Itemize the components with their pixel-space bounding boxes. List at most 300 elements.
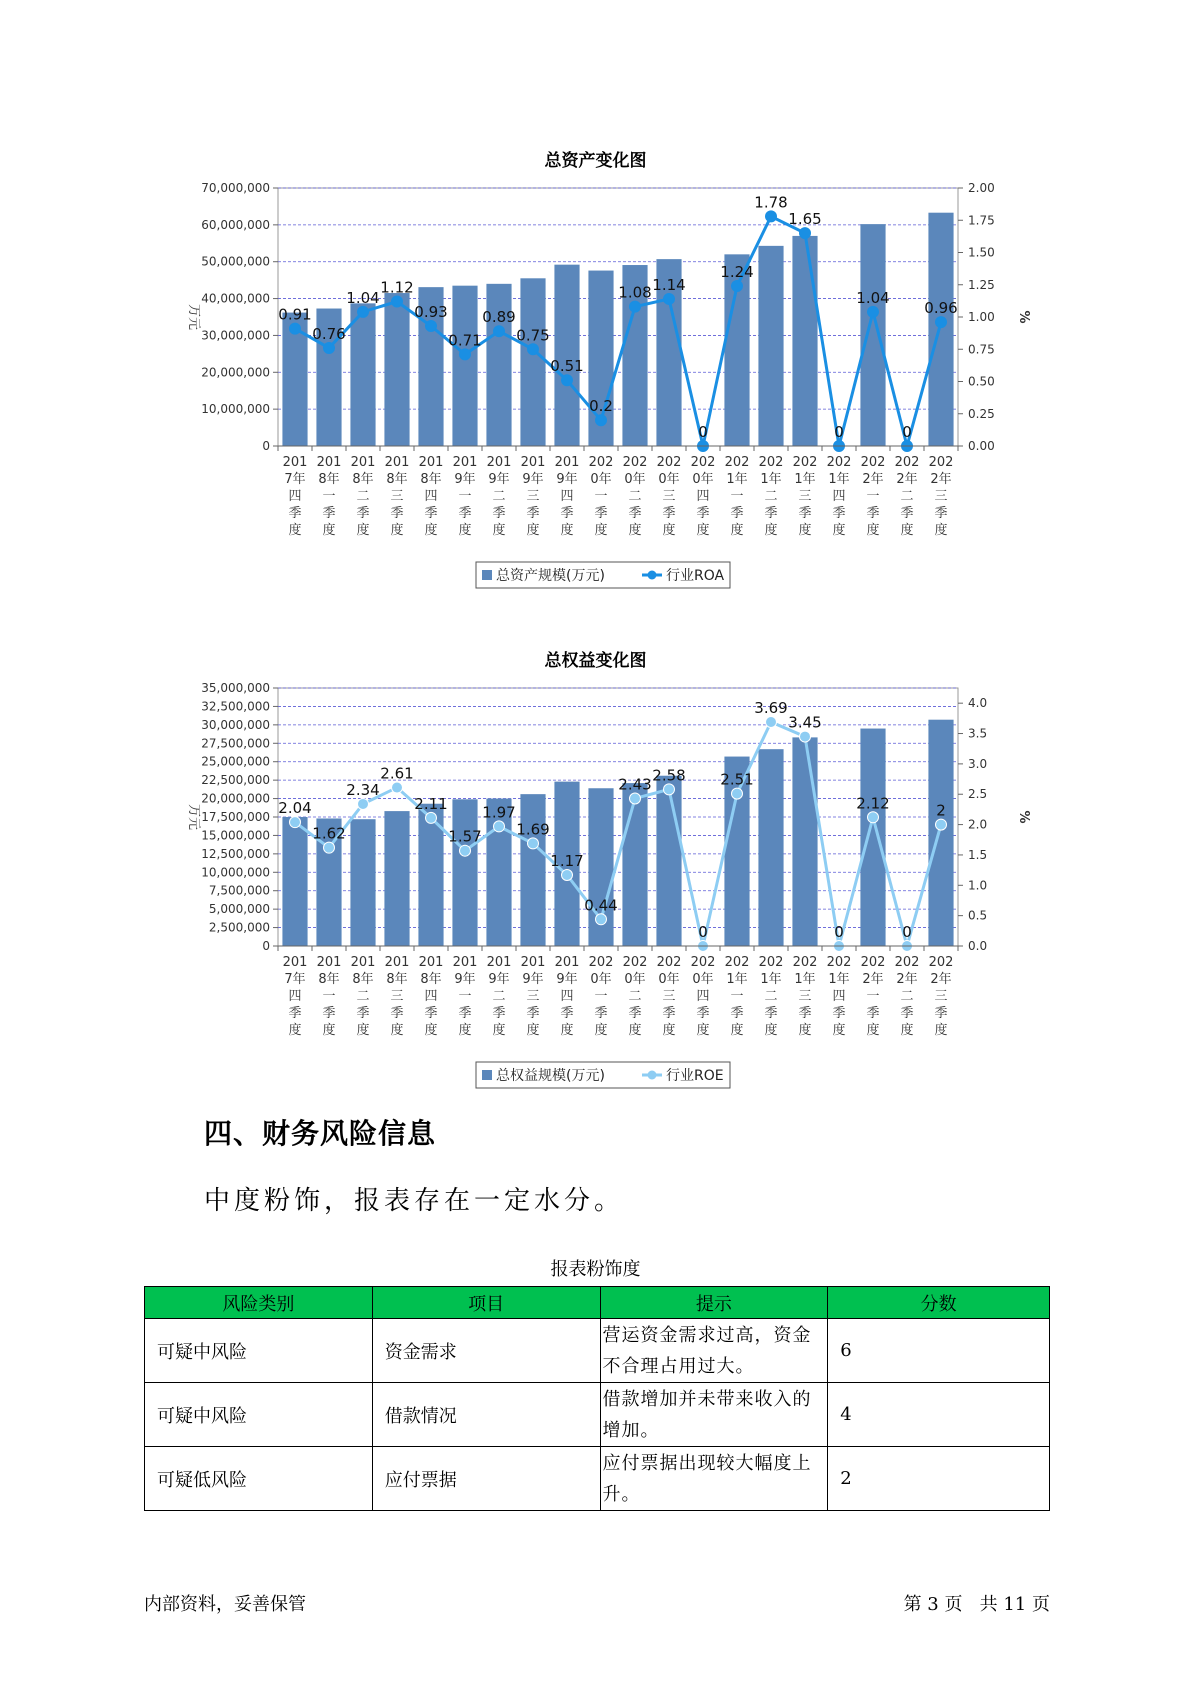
line-point [494, 821, 505, 832]
x-tick-label: 季 [594, 506, 608, 521]
x-tick-label: 度 [900, 523, 914, 538]
x-tick-label: 9年 [522, 972, 544, 987]
x-tick-label: 201 [520, 955, 546, 970]
x-tick-label: 度 [390, 1023, 404, 1038]
x-tick-label: 三 [390, 489, 404, 504]
x-tick-label: 季 [798, 1006, 812, 1021]
data-label: 2.11 [414, 794, 448, 813]
x-tick-label: 季 [492, 1006, 506, 1021]
line-point [426, 812, 437, 823]
x-tick-label: 202 [758, 455, 784, 470]
x-tick-label: 202 [860, 455, 886, 470]
data-label: 0.2 [589, 397, 613, 416]
x-tick-label: 季 [934, 1006, 948, 1021]
x-tick-label: 度 [492, 1023, 506, 1038]
x-tick-label: 201 [452, 455, 478, 470]
x-tick-label: 202 [826, 955, 852, 970]
x-tick-label: 季 [390, 1006, 404, 1021]
y2-tick-label: 0.50 [968, 374, 995, 389]
x-tick-label: 202 [894, 955, 920, 970]
data-label: 2.43 [618, 775, 652, 794]
x-tick-label: 1年 [726, 972, 748, 987]
x-tick-label: 四 [560, 489, 574, 504]
x-tick-label: 季 [900, 506, 914, 521]
x-tick-label: 201 [282, 955, 308, 970]
line-point [800, 731, 811, 742]
x-tick-label: 一 [458, 489, 472, 504]
y-tick-label: 7,500,000 [208, 883, 270, 898]
x-tick-label: 季 [356, 1006, 370, 1021]
x-tick-label: 度 [798, 523, 812, 538]
line-point [290, 817, 301, 828]
x-tick-label: 度 [730, 523, 744, 538]
x-tick-label: 202 [792, 955, 818, 970]
data-label: 1.69 [516, 820, 550, 839]
chart-title: 总资产变化图 [544, 151, 647, 171]
bar [758, 749, 783, 946]
y2-tick-label: 0.0 [968, 939, 988, 953]
x-tick-label: 度 [526, 523, 540, 538]
x-tick-label: 度 [628, 1023, 642, 1038]
line-point [664, 784, 675, 795]
x-tick-label: 度 [798, 1023, 812, 1038]
x-tick-label: 度 [696, 1023, 710, 1038]
x-tick-label: 0年 [590, 972, 612, 987]
x-tick-label: 9年 [488, 472, 510, 487]
legend-bar-label: 总权益规模(万元) [496, 1068, 605, 1084]
x-tick-label: 度 [322, 1023, 336, 1038]
data-label: 0 [698, 923, 708, 941]
legend-line-marker [648, 1071, 657, 1080]
x-tick-label: 四 [832, 489, 846, 504]
x-tick-label: 季 [424, 506, 438, 521]
x-tick-label: 7年 [284, 472, 306, 487]
x-tick-label: 度 [832, 523, 846, 538]
y-tick-label: 0 [262, 439, 270, 453]
x-tick-label: 9年 [556, 972, 578, 987]
x-tick-label: 0年 [658, 972, 680, 987]
x-tick-label: 度 [662, 1023, 676, 1038]
chart-title: 总权益变化图 [544, 651, 647, 671]
x-tick-label: 度 [628, 523, 642, 538]
x-tick-label: 201 [486, 455, 512, 470]
x-tick-label: 2年 [896, 472, 918, 487]
hint-cell: 借款增加并未带来收入的增加。 [600, 1383, 828, 1447]
x-tick-label: 1年 [794, 472, 816, 487]
x-tick-label: 一 [866, 989, 880, 1004]
line-point [936, 819, 947, 830]
data-label: 1.12 [380, 278, 414, 297]
data-label: 1.08 [618, 283, 652, 302]
data-label: 1.97 [482, 803, 516, 822]
y2-tick-label: 1.25 [968, 277, 995, 292]
y2-axis-label: % [1016, 310, 1031, 324]
x-tick-label: 季 [730, 506, 744, 521]
x-tick-label: 度 [560, 1023, 574, 1038]
x-tick-label: 季 [526, 506, 540, 521]
footer-confidential-note: 内部资料，妥善保管 [144, 1594, 306, 1615]
x-tick-label: 201 [282, 455, 308, 470]
x-tick-label: 三 [390, 989, 404, 1004]
y2-axis-label: % [1016, 810, 1031, 824]
x-tick-label: 8年 [352, 972, 374, 987]
x-tick-label: 三 [798, 489, 812, 504]
x-tick-label: 度 [594, 523, 608, 538]
x-tick-label: 季 [458, 1006, 472, 1021]
x-tick-label: 度 [594, 1023, 608, 1038]
line-point [358, 798, 369, 809]
section-heading: 四、财务风险信息 [204, 1117, 437, 1150]
x-tick-label: 度 [662, 523, 676, 538]
footer-page-number: 第 3 页 共 11 页 [903, 1594, 1050, 1615]
x-tick-label: 度 [832, 1023, 846, 1038]
x-tick-label: 202 [894, 455, 920, 470]
x-tick-label: 季 [526, 1006, 540, 1021]
x-tick-label: 8年 [386, 472, 408, 487]
legend-bar-label: 总资产规模(万元) [496, 568, 605, 584]
x-tick-label: 三 [934, 489, 948, 504]
x-tick-label: 0年 [624, 972, 646, 987]
y-tick-label: 32,500,000 [201, 699, 270, 714]
x-tick-label: 202 [724, 455, 750, 470]
x-tick-label: 三 [934, 989, 948, 1004]
x-tick-label: 201 [554, 455, 580, 470]
line-point [732, 788, 743, 799]
y2-tick-label: 0.75 [968, 342, 995, 357]
x-tick-label: 202 [622, 955, 648, 970]
x-tick-label: 0年 [658, 472, 680, 487]
line-point [562, 869, 573, 880]
y-axis-label: 万元 [186, 303, 201, 331]
line-point [630, 793, 641, 804]
x-tick-label: 201 [418, 955, 444, 970]
x-tick-label: 度 [866, 1023, 880, 1038]
score-cell: 2 [828, 1447, 1050, 1511]
x-tick-label: 度 [934, 1023, 948, 1038]
x-tick-label: 季 [900, 1006, 914, 1021]
table-caption: 报表粉饰度 [550, 1259, 641, 1280]
x-tick-label: 202 [792, 455, 818, 470]
bar [452, 799, 477, 946]
table-row [145, 1319, 1050, 1383]
x-tick-label: 202 [690, 955, 716, 970]
y-tick-label: 15,000,000 [201, 828, 270, 843]
data-label: 0 [698, 423, 708, 441]
bar [350, 819, 375, 946]
y-tick-label: 10,000,000 [201, 402, 270, 417]
x-tick-label: 一 [866, 489, 880, 504]
x-tick-label: 度 [356, 1023, 370, 1038]
x-tick-label: 202 [656, 455, 682, 470]
y-tick-label: 20,000,000 [201, 365, 270, 380]
table-row [145, 1447, 1050, 1511]
data-label: 2.04 [278, 799, 312, 818]
x-tick-label: 季 [832, 1006, 846, 1021]
bar [792, 737, 817, 946]
y2-tick-label: 0.00 [968, 439, 995, 453]
data-label: 0.44 [584, 896, 618, 915]
x-tick-label: 季 [934, 506, 948, 521]
bar [282, 817, 307, 946]
risk-category-cell: 可疑中风险 [145, 1383, 373, 1447]
data-label: 3.45 [788, 713, 822, 732]
bar [860, 729, 885, 946]
x-tick-label: 202 [860, 955, 886, 970]
x-tick-label: 度 [458, 523, 472, 538]
x-tick-label: 度 [900, 1023, 914, 1038]
x-tick-label: 8年 [318, 472, 340, 487]
x-tick-label: 一 [594, 489, 608, 504]
legend-bar-swatch [482, 1070, 492, 1080]
y2-tick-label: 0.5 [968, 908, 988, 923]
x-tick-label: 8年 [318, 972, 340, 987]
data-label: 2.58 [652, 766, 686, 785]
x-tick-label: 201 [452, 955, 478, 970]
y2-tick-label: 2.00 [968, 181, 995, 195]
x-tick-label: 二 [492, 989, 506, 1004]
x-tick-label: 度 [730, 1023, 744, 1038]
x-tick-label: 0年 [624, 472, 646, 487]
hint-cell: 应付票据出现较大幅度上升。 [600, 1447, 828, 1511]
x-tick-label: 202 [758, 955, 784, 970]
x-tick-label: 201 [316, 455, 342, 470]
x-tick-label: 季 [492, 506, 506, 521]
score-cell: 4 [828, 1383, 1050, 1447]
y2-tick-label: 1.5 [968, 847, 988, 862]
data-label: 0 [902, 923, 912, 941]
x-tick-label: 201 [418, 455, 444, 470]
y-tick-label: 22,500,000 [201, 773, 270, 788]
hint-cell: 营运资金需求过高，资金不合理占用过大。 [600, 1319, 828, 1383]
header-cell: 分数 [828, 1287, 1050, 1319]
x-tick-label: 202 [622, 455, 648, 470]
x-tick-label: 9年 [454, 472, 476, 487]
x-tick-label: 0年 [692, 472, 714, 487]
x-tick-label: 一 [322, 989, 336, 1004]
y2-tick-label: 0.25 [968, 406, 995, 421]
item-cell: 应付票据 [372, 1447, 600, 1511]
x-tick-label: 季 [662, 1006, 676, 1021]
x-tick-label: 201 [350, 955, 376, 970]
x-tick-label: 201 [316, 955, 342, 970]
y-tick-label: 40,000,000 [201, 291, 270, 306]
x-tick-label: 季 [390, 506, 404, 521]
x-tick-label: 四 [424, 989, 438, 1004]
data-label: 1.04 [346, 288, 380, 307]
x-tick-label: 二 [900, 489, 914, 504]
y-tick-label: 2,500,000 [208, 920, 270, 935]
y-tick-label: 50,000,000 [201, 254, 270, 269]
x-tick-label: 1年 [828, 472, 850, 487]
data-label: 1.14 [652, 275, 686, 294]
x-tick-label: 二 [356, 489, 370, 504]
data-label: 2.12 [856, 794, 890, 813]
data-label: 0 [834, 423, 844, 441]
x-tick-label: 度 [424, 1023, 438, 1038]
x-tick-label: 202 [690, 455, 716, 470]
data-label: 1.24 [720, 263, 754, 282]
x-tick-label: 0年 [590, 472, 612, 487]
line-point [324, 842, 335, 853]
y2-tick-label: 1.00 [968, 310, 995, 324]
bar [928, 720, 953, 946]
x-tick-label: 201 [350, 455, 376, 470]
x-tick-label: 2年 [896, 972, 918, 987]
item-cell: 资金需求 [372, 1319, 600, 1383]
y-tick-label: 0 [262, 939, 270, 953]
y2-tick-label: 2.5 [968, 787, 988, 802]
x-tick-label: 202 [724, 955, 750, 970]
data-label: 0 [902, 423, 912, 441]
x-tick-label: 四 [288, 989, 302, 1004]
x-tick-label: 9年 [522, 472, 544, 487]
y-tick-label: 17,500,000 [201, 810, 270, 824]
x-tick-label: 度 [458, 1023, 472, 1038]
x-tick-label: 季 [356, 506, 370, 521]
x-tick-label: 四 [560, 989, 574, 1004]
x-tick-label: 度 [526, 1023, 540, 1038]
data-label: 0.89 [482, 308, 516, 327]
data-label: 3.69 [754, 698, 788, 717]
item-cell: 借款情况 [372, 1383, 600, 1447]
x-tick-label: 8年 [352, 472, 374, 487]
x-tick-label: 度 [764, 1023, 778, 1038]
x-tick-label: 7年 [284, 972, 306, 987]
x-tick-label: 202 [656, 955, 682, 970]
header-cell: 风险类别 [145, 1287, 373, 1319]
risk-category-cell: 可疑中风险 [145, 1319, 373, 1383]
x-tick-label: 三 [798, 989, 812, 1004]
x-tick-label: 季 [866, 1006, 880, 1021]
data-label: 0.75 [516, 326, 550, 345]
x-tick-label: 8年 [420, 972, 442, 987]
y2-tick-label: 1.0 [968, 878, 988, 893]
x-tick-label: 202 [588, 455, 614, 470]
x-tick-label: 度 [356, 523, 370, 538]
x-tick-label: 9年 [556, 472, 578, 487]
y-tick-label: 12,500,000 [201, 846, 270, 861]
y2-tick-label: 2.0 [968, 817, 988, 832]
score-cell: 6 [828, 1319, 1050, 1383]
x-tick-label: 季 [288, 506, 302, 521]
x-tick-label: 二 [356, 989, 370, 1004]
y-tick-label: 27,500,000 [201, 736, 270, 751]
y2-tick-label: 4.0 [968, 696, 988, 711]
bar [656, 776, 681, 946]
x-tick-label: 季 [560, 506, 574, 521]
x-tick-label: 四 [696, 989, 710, 1004]
data-label: 0.96 [924, 299, 958, 318]
x-tick-label: 四 [424, 489, 438, 504]
line-point [596, 914, 607, 925]
y2-tick-label: 3.5 [968, 726, 988, 741]
x-tick-label: 季 [424, 1006, 438, 1021]
data-label: 2.51 [720, 770, 754, 789]
x-tick-label: 四 [832, 989, 846, 1004]
x-tick-label: 9年 [454, 972, 476, 987]
y2-tick-label: 3.0 [968, 756, 988, 771]
x-tick-label: 202 [928, 455, 954, 470]
x-tick-label: 季 [696, 1006, 710, 1021]
legend-line-label: 行业ROE [666, 1068, 724, 1084]
x-tick-label: 度 [696, 523, 710, 538]
y-tick-label: 30,000,000 [201, 328, 270, 343]
x-tick-label: 二 [628, 989, 642, 1004]
x-tick-label: 度 [492, 523, 506, 538]
line-point [392, 782, 403, 793]
x-tick-label: 二 [764, 989, 778, 1004]
x-tick-label: 度 [934, 523, 948, 538]
y-axis-label: 万元 [186, 803, 201, 831]
x-tick-label: 季 [866, 506, 880, 521]
data-label: 0.71 [448, 331, 482, 350]
x-tick-label: 三 [662, 489, 676, 504]
data-label: 1.78 [754, 193, 788, 212]
x-tick-label: 度 [560, 523, 574, 538]
risk-summary-text: 中度粉饰，报表存在一定水分。 [204, 1186, 625, 1216]
x-tick-label: 2年 [930, 472, 952, 487]
line-point [868, 812, 879, 823]
line-point [528, 838, 539, 849]
x-tick-label: 三 [526, 489, 540, 504]
x-tick-label: 三 [526, 989, 540, 1004]
x-tick-label: 一 [730, 489, 744, 504]
x-tick-label: 0年 [692, 972, 714, 987]
risk-category-cell: 可疑低风险 [145, 1447, 373, 1511]
x-tick-label: 季 [288, 1006, 302, 1021]
x-tick-label: 季 [764, 506, 778, 521]
risk-table [144, 1286, 1050, 1511]
x-tick-label: 2年 [930, 972, 952, 987]
x-tick-label: 季 [798, 506, 812, 521]
x-tick-label: 9年 [488, 972, 510, 987]
x-tick-label: 一 [730, 989, 744, 1004]
y-tick-label: 70,000,000 [201, 181, 270, 195]
x-tick-label: 二 [900, 989, 914, 1004]
y2-tick-label: 1.75 [968, 213, 995, 228]
x-tick-label: 二 [492, 489, 506, 504]
x-tick-label: 二 [628, 489, 642, 504]
data-label: 0.76 [312, 324, 346, 343]
x-tick-label: 2年 [862, 972, 884, 987]
x-tick-label: 1年 [828, 972, 850, 987]
x-tick-label: 202 [826, 455, 852, 470]
x-tick-label: 度 [288, 1023, 302, 1038]
x-tick-label: 201 [384, 455, 410, 470]
x-tick-label: 季 [560, 1006, 574, 1021]
x-tick-label: 季 [832, 506, 846, 521]
y-tick-label: 5,000,000 [208, 902, 270, 917]
x-tick-label: 8年 [386, 972, 408, 987]
y-tick-label: 25,000,000 [201, 754, 270, 769]
x-tick-label: 1年 [760, 472, 782, 487]
table-row [145, 1383, 1050, 1447]
bar [622, 783, 647, 946]
x-tick-label: 一 [458, 989, 472, 1004]
x-tick-label: 二 [764, 489, 778, 504]
line-point [460, 845, 471, 856]
x-tick-label: 202 [928, 955, 954, 970]
x-tick-label: 度 [322, 523, 336, 538]
data-label: 2 [936, 801, 946, 820]
x-tick-label: 201 [486, 955, 512, 970]
x-tick-label: 201 [520, 455, 546, 470]
x-tick-label: 季 [730, 1006, 744, 1021]
data-label: 1.17 [550, 851, 584, 870]
x-tick-label: 1年 [726, 472, 748, 487]
x-tick-label: 度 [390, 523, 404, 538]
data-label: 0 [834, 923, 844, 941]
